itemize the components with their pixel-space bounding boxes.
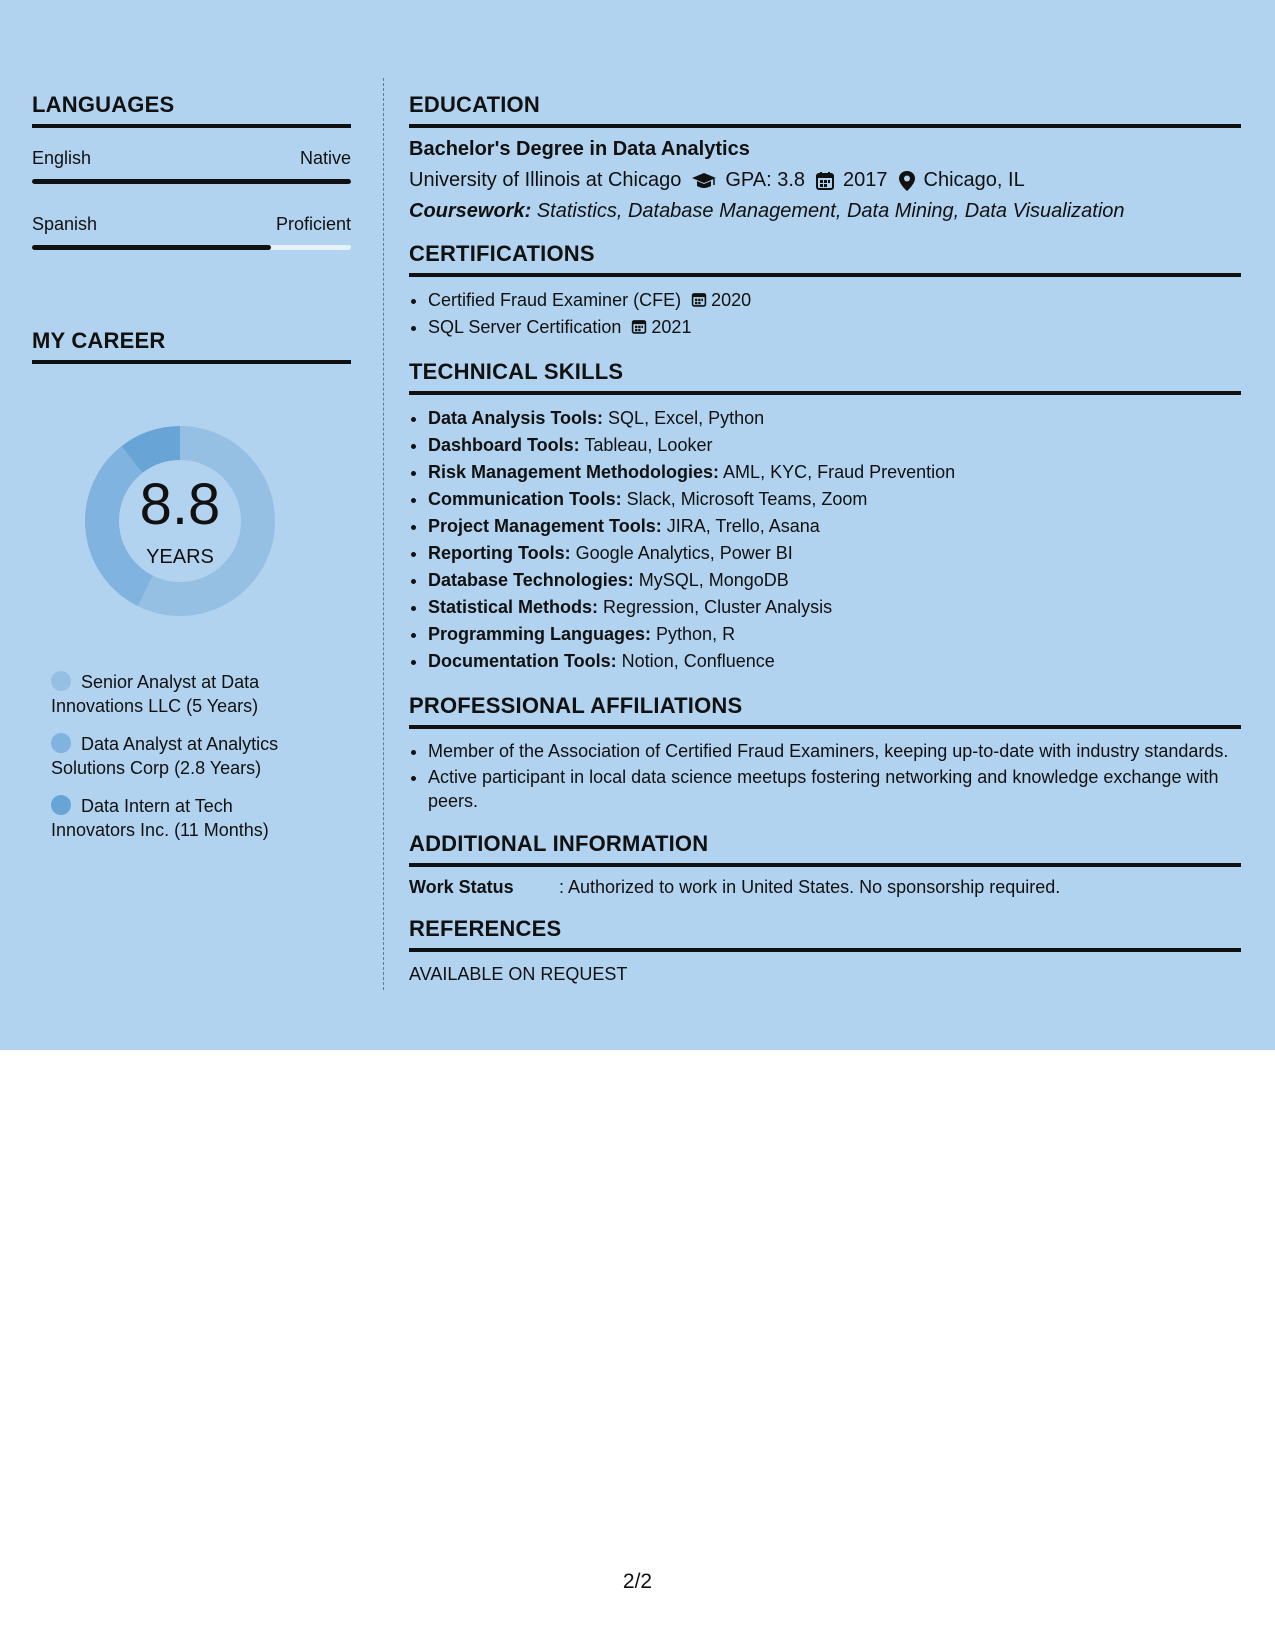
list-item: • Dashboard Tools: Tableau, Looker — [428, 432, 1241, 459]
calendar-icon — [815, 171, 835, 191]
list-item: • Documentation Tools: Notion, Confluence — [428, 648, 1241, 675]
list-item: • Programming Languages: Python, R — [428, 621, 1241, 648]
references-text: AVAILABLE ON REQUEST — [409, 964, 628, 984]
coursework: Coursework: Statistics, Database Management, Data Mining, Data Visualization — [409, 200, 1125, 222]
legend-item: Data Intern at Tech Innovators Inc. (11 Months) — [51, 796, 269, 840]
languages-title: LANGUAGES — [32, 92, 351, 128]
certifications-section — [409, 241, 1241, 341]
degree: Bachelor's Degree in Data Analytics — [409, 138, 750, 160]
additional-section — [409, 831, 1241, 898]
school: University of Illinois at Chicago — [409, 169, 682, 191]
language-name: Spanish — [32, 214, 98, 234]
skills-list — [409, 405, 1241, 675]
list-item: • Reporting Tools: Google Analytics, Power BI — [428, 540, 1241, 567]
graduation-year: 2017 — [843, 169, 888, 191]
legend-dot-icon — [51, 733, 71, 753]
language-bar — [32, 245, 351, 250]
affiliations-title: PROFESSIONAL AFFILIATIONS — [409, 693, 1241, 729]
sidebar — [32, 92, 351, 856]
location-pin-icon — [898, 170, 916, 192]
list-item: • Member of the Association of Certified Fraud Examiners, keeping up-to-date with industry standards. — [428, 739, 1241, 763]
list-item: • Data Analysis Tools: SQL, Excel, Python — [428, 405, 1241, 432]
list-item: • Certified Fraud Examiner (CFE) 2020 — [428, 287, 1241, 314]
list-item: • SQL Server Certification 2021 — [428, 314, 1241, 341]
references-section — [409, 916, 1241, 985]
certifications-title: CERTIFICATIONS — [409, 241, 1241, 277]
additional-title: ADDITIONAL INFORMATION — [409, 831, 1241, 867]
education-details — [409, 169, 1241, 192]
page-number: 2/2 — [622, 1570, 653, 1593]
legend-item: Senior Analyst at Data Innovations LLC (5 Years) — [51, 672, 260, 716]
list-item: • Risk Management Methodologies: AML, KYC, Fraud Prevention — [428, 459, 1241, 486]
main-content — [409, 92, 1241, 1003]
language-level: Native — [299, 148, 351, 168]
legend-dot-icon — [51, 671, 71, 691]
work-status-label: Work Status — [409, 877, 514, 897]
list-item: • Communication Tools: Slack, Microsoft Teams, Zoom — [428, 486, 1241, 513]
references-title: REFERENCES — [409, 916, 1241, 952]
list-item: • Project Management Tools: JIRA, Trello, Asana — [428, 513, 1241, 540]
career-total-years: 8.8 — [139, 472, 221, 537]
legend-item: Data Analyst at Analytics Solutions Corp (2.8 Years) — [51, 734, 279, 778]
gpa: GPA: 3.8 — [725, 169, 806, 191]
skills-title: TECHNICAL SKILLS — [409, 359, 1241, 395]
career-legend — [51, 670, 351, 842]
language-bar — [32, 179, 351, 184]
list-item: • Statistical Methods: Regression, Cluster Analysis — [428, 594, 1241, 621]
language-name: English — [32, 148, 92, 168]
affiliations-list — [409, 739, 1241, 813]
affiliations-section — [409, 693, 1241, 813]
calendar-icon — [691, 291, 707, 308]
language-english — [32, 148, 351, 184]
location: Chicago, IL — [923, 169, 1025, 191]
work-status-value: : Authorized to work in United States. No sponsorship required. — [559, 877, 1061, 897]
column-divider — [383, 78, 384, 990]
list-item: • Active participant in local data science meetups fostering networking and knowledge exchange with peers. — [428, 765, 1241, 813]
language-level: Proficient — [275, 214, 351, 234]
language-spanish — [32, 214, 351, 250]
list-item: • Database Technologies: MySQL, MongoDB — [428, 567, 1241, 594]
education-section — [409, 92, 1241, 223]
certifications-list — [409, 287, 1241, 341]
language-bar-fill — [32, 179, 351, 184]
skills-section — [409, 359, 1241, 675]
career-total-unit: YEARS — [146, 546, 214, 568]
graduation-cap-icon — [691, 171, 717, 191]
education-title: EDUCATION — [409, 92, 1241, 128]
language-bar-fill — [32, 245, 271, 250]
calendar-icon — [631, 318, 647, 335]
career-title: MY CAREER — [32, 328, 351, 364]
career-donut-chart — [65, 406, 295, 636]
legend-dot-icon — [51, 795, 71, 815]
work-status-row — [409, 877, 1241, 898]
